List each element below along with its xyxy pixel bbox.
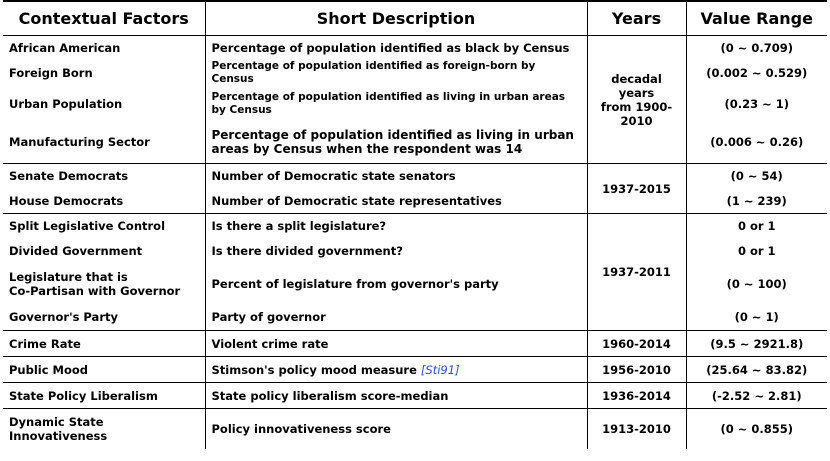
factor-description: State policy liberalism score-median bbox=[205, 383, 587, 409]
factor-name: Crime Rate bbox=[3, 331, 205, 357]
factor-description: Number of Democratic state senators bbox=[205, 164, 587, 189]
description-text: Stimson's policy mood measure bbox=[211, 362, 421, 377]
factor-name: Public Mood bbox=[3, 357, 205, 383]
years-census-line1: decadal years bbox=[611, 71, 662, 100]
table-row bbox=[3, 60, 827, 86]
factor-description: Party of governor bbox=[205, 305, 587, 331]
value-range: (0.23 ~ 1) bbox=[686, 86, 827, 122]
value-range: (-2.52 ~ 2.81) bbox=[686, 383, 827, 409]
years: 1936-2014 bbox=[587, 383, 686, 409]
table-row bbox=[3, 263, 827, 305]
factor-name: Foreign Born bbox=[9, 65, 93, 80]
factor-description: Percentage of population identified as living in urban areas by Census bbox=[205, 86, 587, 122]
factor-name: House Democrats bbox=[9, 193, 124, 208]
table-row bbox=[3, 214, 827, 239]
table-row bbox=[3, 36, 827, 60]
factor-name: Governor's Party bbox=[9, 310, 118, 325]
value-range: 0 or 1 bbox=[686, 214, 827, 239]
factor-name-line1: Dynamic State bbox=[9, 414, 104, 429]
table-row bbox=[3, 409, 827, 449]
table-row bbox=[3, 357, 827, 383]
years: 1956-2010 bbox=[587, 357, 686, 383]
factor-description: Percentage of population identified as foreign-born by Census bbox=[205, 60, 587, 86]
factor-name: State Policy Liberalism bbox=[3, 383, 205, 409]
value-range: 0 or 1 bbox=[686, 239, 827, 263]
factor-description: Is there divided government? bbox=[205, 239, 587, 263]
value-range: (0 ~ 0.855) bbox=[686, 409, 827, 449]
table-row bbox=[3, 305, 827, 331]
years-legislature: 1937-2015 bbox=[587, 164, 686, 214]
header-row bbox=[3, 1, 827, 36]
citation-link[interactable]: [Sti91] bbox=[420, 362, 460, 377]
table-row bbox=[3, 383, 827, 409]
value-range: (0.006 ~ 0.26) bbox=[686, 122, 827, 164]
factor-description: Percentage of population identified as black by Census bbox=[205, 36, 587, 60]
value-range: (1 ~ 239) bbox=[686, 189, 827, 214]
table-row bbox=[3, 86, 827, 122]
factor-name: Senate Democrats bbox=[3, 164, 205, 189]
value-range: (0 ~ 100) bbox=[686, 263, 827, 305]
value-range: (25.64 ~ 83.82) bbox=[686, 357, 827, 383]
factor-description: Violent crime rate bbox=[205, 331, 587, 357]
table-row bbox=[3, 164, 827, 189]
factor-name-line2: Co-Partisan with Governor bbox=[9, 283, 181, 298]
years: 1960-2014 bbox=[587, 331, 686, 357]
factor-description: Policy innovativeness score bbox=[205, 409, 587, 449]
value-range: (9.5 ~ 2921.8) bbox=[686, 331, 827, 357]
factor-name-line2: Innovativeness bbox=[9, 428, 108, 443]
table-row bbox=[3, 189, 827, 214]
table-row bbox=[3, 331, 827, 357]
years: 1913-2010 bbox=[587, 409, 686, 449]
factor-name: African American bbox=[9, 40, 121, 55]
factor-description: Is there a split legislature? bbox=[205, 214, 587, 239]
header-range: Value Range bbox=[686, 1, 827, 36]
table-row bbox=[3, 239, 827, 263]
years-government: 1937-2011 bbox=[587, 214, 686, 331]
factor-name bbox=[3, 409, 205, 449]
contextual-factors-table bbox=[3, 0, 827, 449]
factor-description: Percent of legislature from governor's party bbox=[205, 263, 587, 305]
factor-description bbox=[205, 357, 587, 383]
header-factors: Contextual Factors bbox=[3, 1, 205, 36]
value-range: (0 ~ 0.709) bbox=[686, 36, 827, 60]
table-row bbox=[3, 122, 827, 164]
factor-name-line1: Legislature that is bbox=[9, 269, 128, 284]
value-range: (0.002 ~ 0.529) bbox=[686, 60, 827, 86]
factor-name bbox=[3, 263, 205, 305]
value-range: (0 ~ 54) bbox=[686, 164, 827, 189]
years-census bbox=[587, 36, 686, 164]
factor-name: Split Legislative Control bbox=[3, 214, 205, 239]
header-years: Years bbox=[587, 1, 686, 36]
factor-name: Divided Government bbox=[9, 243, 143, 258]
value-range: (0 ~ 1) bbox=[686, 305, 827, 331]
header-description: Short Description bbox=[205, 1, 587, 36]
factor-description: Number of Democratic state representatives bbox=[205, 189, 587, 214]
factor-name: Manufacturing Sector bbox=[9, 135, 150, 150]
factor-name: Urban Population bbox=[9, 96, 123, 111]
years-census-line2: from 1900-2010 bbox=[600, 99, 673, 128]
factor-description: Percentage of population identified as living in urban areas by Census when the respondent was 14 bbox=[205, 122, 587, 164]
